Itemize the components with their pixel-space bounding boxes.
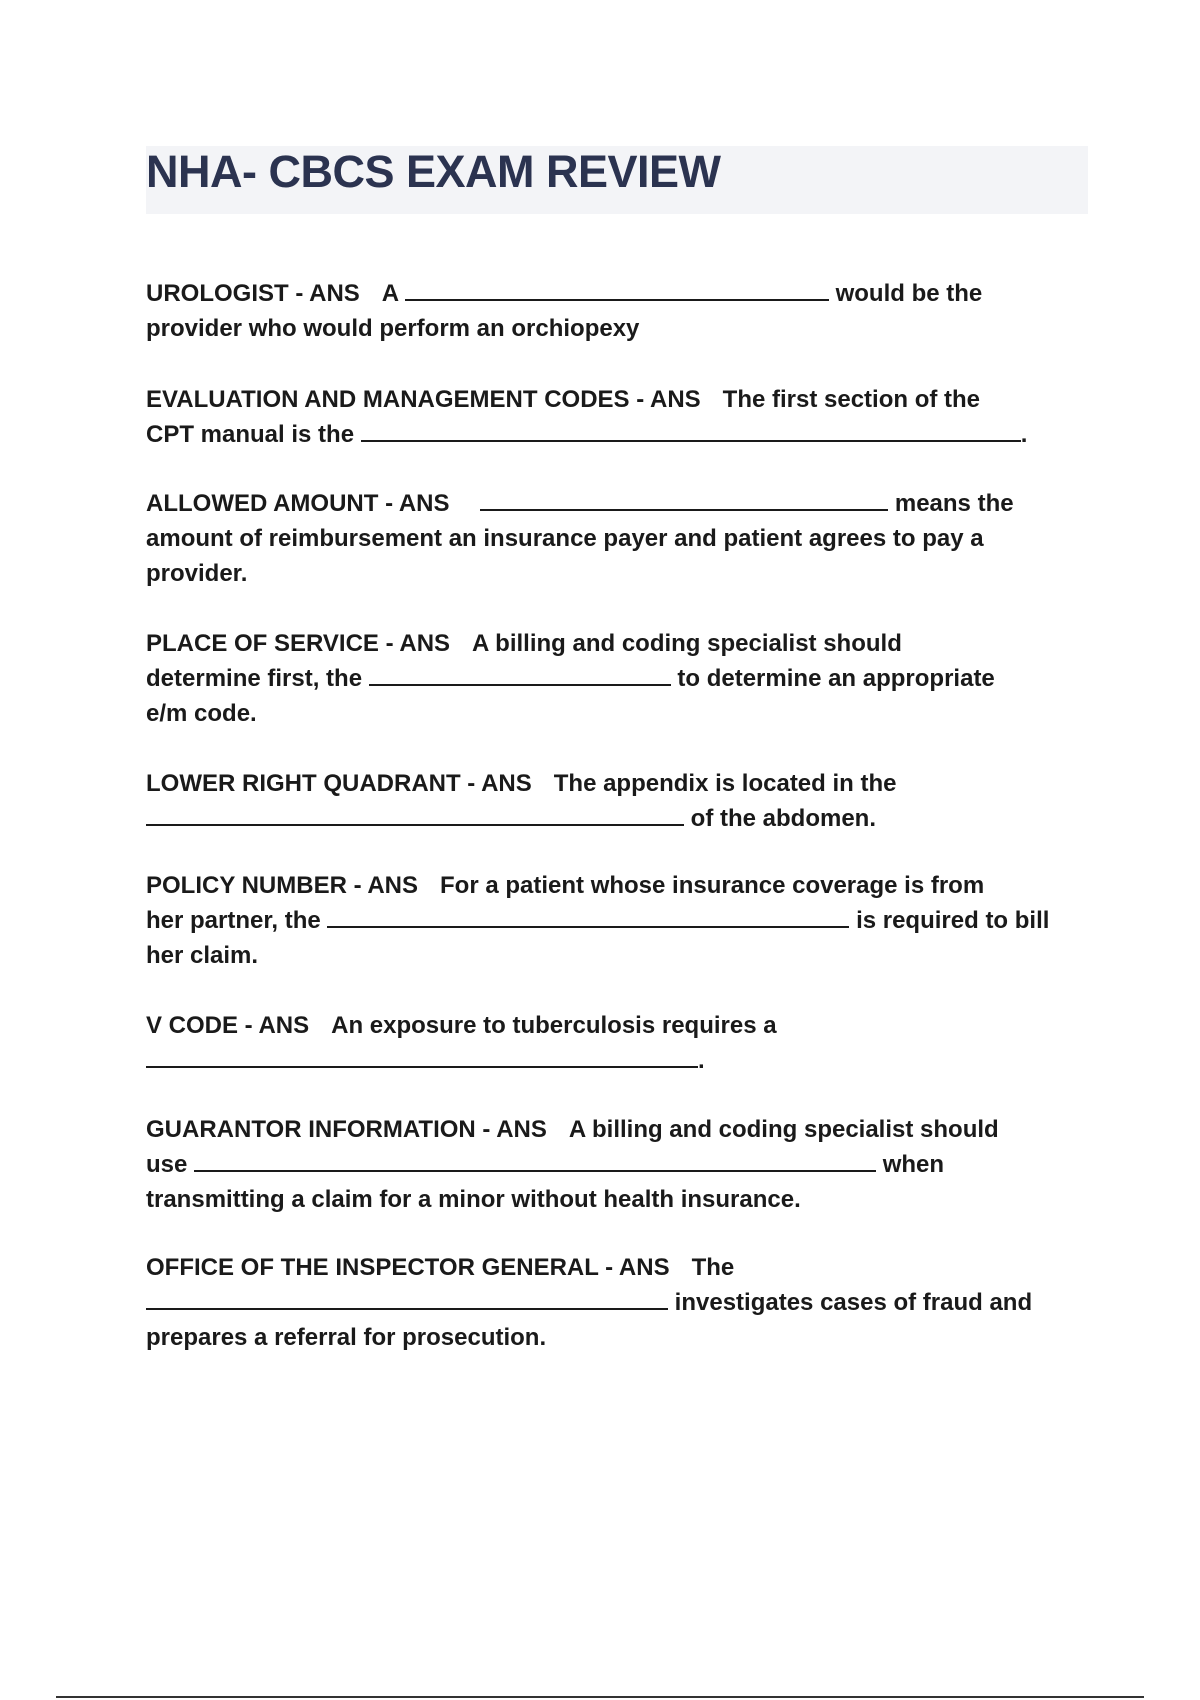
ans-marker: - ANS: [378, 490, 450, 517]
question-text: to determine an appropriate: [677, 665, 995, 692]
question-item-allowed-amount: [146, 486, 1096, 591]
question-line: [146, 903, 1096, 938]
question-text: would be the: [835, 280, 983, 307]
ans-marker: - ANS: [288, 280, 360, 307]
answer-term: EVALUATION AND MANAGEMENT CODES: [146, 386, 630, 413]
question-line: [146, 382, 1096, 417]
ans-marker: - ANS: [460, 770, 532, 797]
question-text: is required to bill: [856, 907, 1050, 934]
question-line: prepares a referral for prosecution.: [146, 1324, 547, 1351]
footer-rule: [56, 1696, 1144, 1698]
ans-marker: - ANS: [629, 386, 701, 413]
question-text: For a patient whose insurance coverage is from: [440, 872, 985, 899]
ans-marker: - ANS: [475, 1116, 547, 1143]
question-line: [146, 276, 1096, 311]
question-line: [146, 1285, 1096, 1320]
question-text: CPT manual is the: [146, 421, 355, 448]
question-line: [146, 1008, 1096, 1043]
question-line: [146, 1112, 1096, 1147]
answer-blank: [194, 1148, 876, 1172]
answer-blank: [405, 277, 829, 301]
question-item-urologist: [146, 276, 1096, 346]
question-text: her partner, the: [146, 907, 321, 934]
question-line: e/m code.: [146, 700, 257, 727]
ans-marker: - ANS: [378, 630, 451, 657]
question-text: determine first, the: [146, 665, 363, 692]
question-text: means the: [894, 490, 1014, 517]
question-line: provider who would perform an orchiopexy: [146, 315, 640, 342]
answer-term: ALLOWED AMOUNT: [146, 490, 379, 517]
ans-marker: - ANS: [238, 1012, 310, 1039]
answer-term: POLICY NUMBER: [146, 872, 347, 899]
question-text: The first section of the: [722, 386, 981, 413]
question-line: [146, 801, 1096, 836]
answer-term: PLACE OF SERVICE: [146, 630, 379, 657]
answer-blank: [327, 904, 849, 928]
question-line: [146, 486, 1096, 521]
answer-term: GUARANTOR INFORMATION: [146, 1116, 476, 1143]
question-line: [146, 1250, 1096, 1285]
question-item-guarantor-information: [146, 1112, 1096, 1217]
answer-blank: [369, 662, 671, 686]
question-text: A billing and coding specialist should: [568, 1116, 999, 1143]
question-line: her claim.: [146, 942, 259, 969]
answer-blank: [146, 1044, 698, 1068]
answer-term: OFFICE OF THE INSPECTOR GENERAL: [146, 1254, 599, 1281]
question-line: [146, 868, 1096, 903]
question-text: .: [698, 1047, 705, 1074]
question-line: amount of reimbursement an insurance payer and patient agrees to pay a: [146, 525, 984, 552]
question-item-office-of-the-inspector-general: [146, 1250, 1096, 1355]
question-item-evaluation-and-management-codes: [146, 382, 1096, 452]
question-item-place-of-service: [146, 626, 1096, 731]
answer-blank: [480, 487, 888, 511]
question-text: investigates cases of fraud and: [674, 1289, 1033, 1316]
answer-blank: [146, 1286, 668, 1310]
question-line: [146, 1043, 1096, 1078]
question-text: of the abdomen.: [690, 805, 877, 832]
question-text: A: [381, 280, 399, 307]
question-line: [146, 626, 1096, 661]
answer-term: LOWER RIGHT QUADRANT: [146, 770, 461, 797]
question-text: use: [146, 1151, 188, 1178]
question-item-policy-number: [146, 868, 1096, 973]
question-line: provider.: [146, 560, 248, 587]
question-line: [146, 417, 1096, 452]
question-line: transmitting a claim for a minor without health insurance.: [146, 1186, 801, 1213]
question-line: [146, 1147, 1096, 1182]
ans-marker: - ANS: [346, 872, 419, 899]
answer-term: UROLOGIST: [146, 280, 289, 307]
question-text: An exposure to tuberculosis requires a: [331, 1012, 777, 1039]
ans-marker: - ANS: [598, 1254, 670, 1281]
question-item-lower-right-quadrant: [146, 766, 1096, 836]
document-title: NHA- CBCS EXAM REVIEW: [146, 146, 721, 197]
question-text: The appendix is located in the: [553, 770, 897, 797]
question-text: .: [1020, 421, 1028, 448]
question-item-v-code: [146, 1008, 1096, 1078]
answer-blank: [361, 418, 1021, 442]
question-text: A billing and coding specialist should: [472, 630, 902, 657]
question-line: [146, 766, 1096, 801]
answer-term: V CODE: [146, 1012, 239, 1039]
answer-blank: [146, 802, 684, 826]
question-line: [146, 661, 1096, 696]
question-text: The: [691, 1254, 735, 1281]
question-text: when: [882, 1151, 945, 1178]
